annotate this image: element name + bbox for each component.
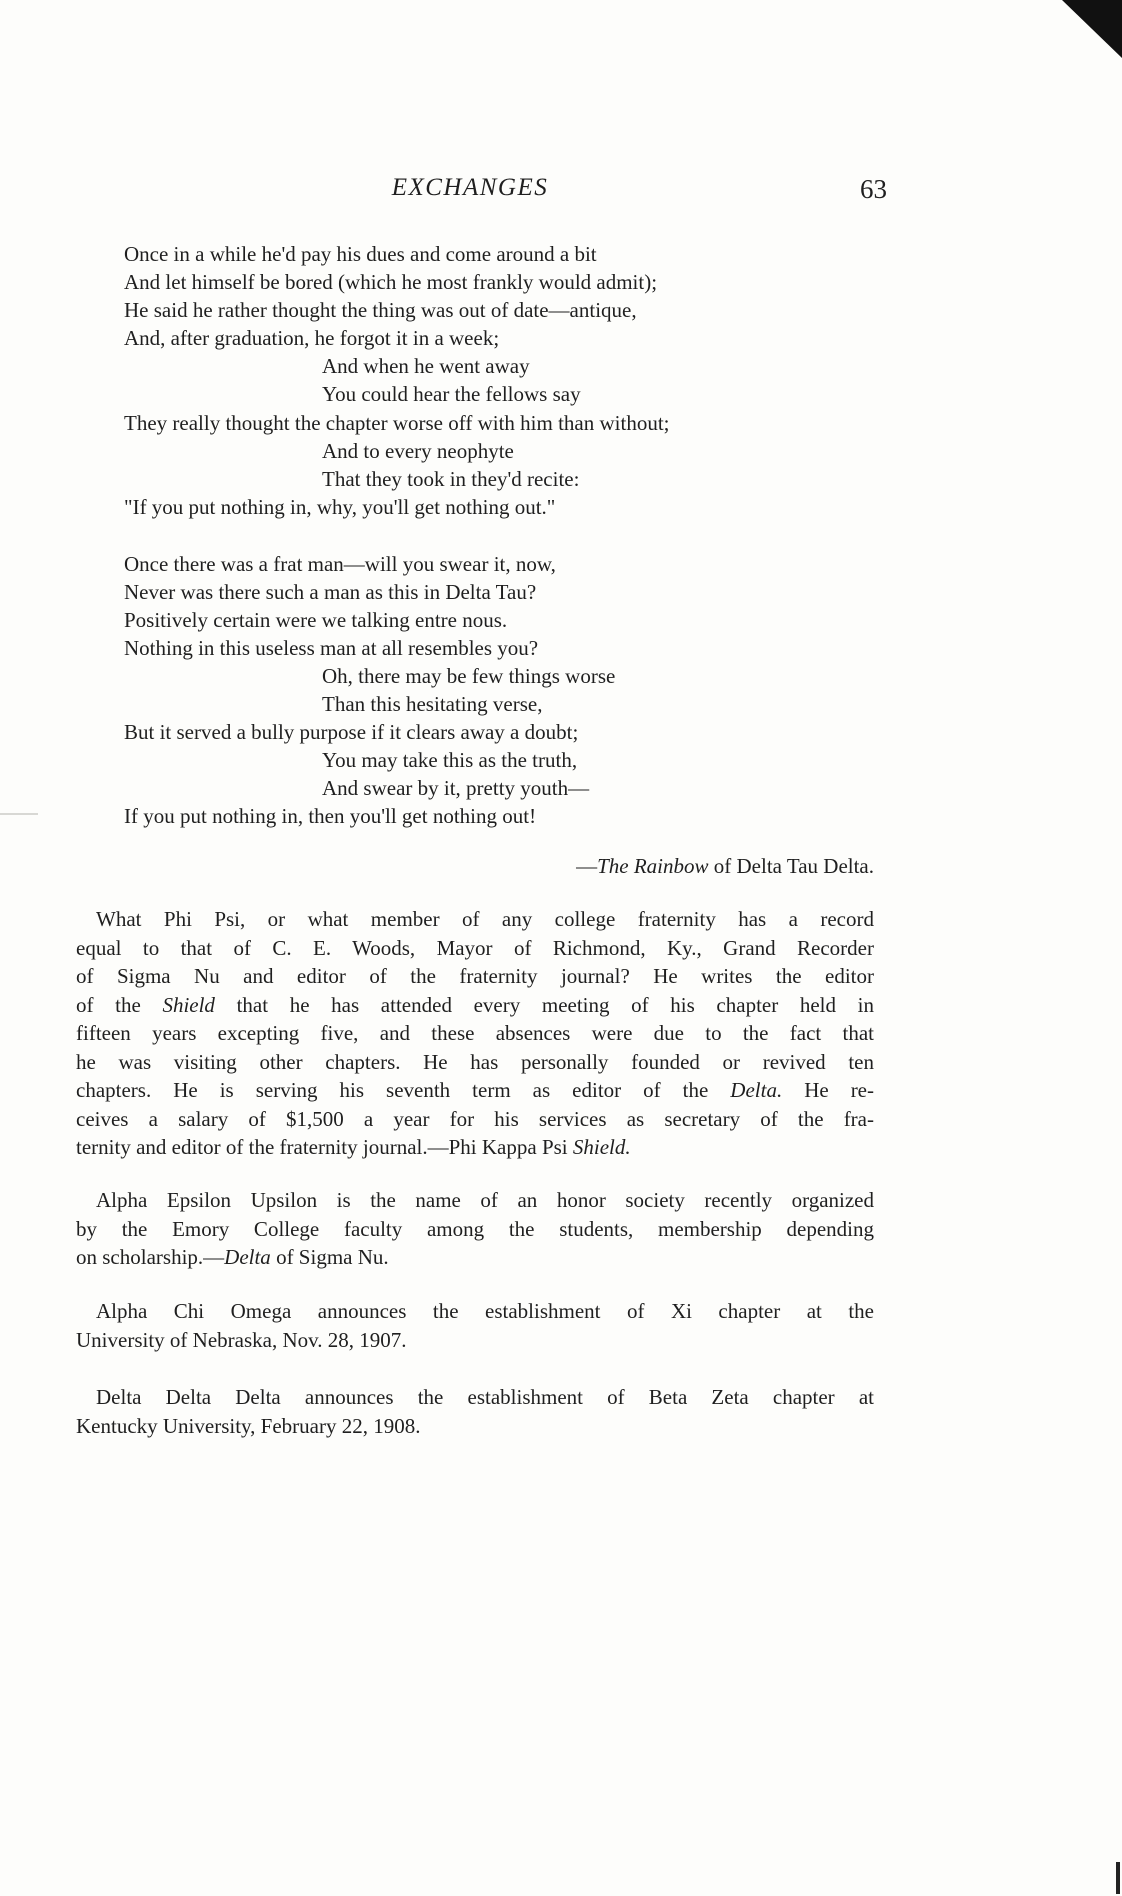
paragraph-line: Alpha Chi Omega announces the establishment of Xi chapter at the	[96, 1299, 874, 1323]
paragraph-line: he was visiting other chapters. He has personally founded or revived ten	[76, 1049, 874, 1074]
paragraph-line: Kentucky University, February 22, 1908.	[76, 1413, 421, 1438]
paragraph-woods	[76, 905, 874, 1162]
attribution-dash: —	[576, 854, 598, 878]
text-run: ternity and editor of the fraternity journal.—Phi Kappa Psi	[76, 1135, 573, 1159]
paragraph-line: Delta Delta Delta announces the establishment of Beta Zeta chapter at	[96, 1385, 874, 1409]
journal-title-delta: Delta	[224, 1245, 271, 1269]
page-corner-shadow	[1042, 0, 1122, 70]
poem-line: Never was there such a man as this in Delta Tau?	[124, 580, 537, 604]
poem-line: "If you put nothing in, why, you'll get nothing out."	[124, 495, 556, 519]
journal-title-shield: Shield	[162, 992, 215, 1017]
poem-line: And, after graduation, he forgot it in a week;	[124, 326, 500, 350]
paragraph-line: by the Emory College faculty among the students, membership depending	[76, 1216, 874, 1241]
poem-line: You could hear the fellows say	[322, 382, 581, 406]
paragraph-line	[76, 1133, 874, 1162]
poem-line: You may take this as the truth,	[322, 748, 578, 772]
paragraph-line: ceives a salary of $1,500 a year for his services as secretary of the fra-	[76, 1106, 874, 1131]
journal-title-delta: Delta.	[730, 1078, 783, 1102]
poem-line: They really thought the chapter worse off with him than without;	[124, 411, 670, 435]
paragraph-line	[76, 1243, 874, 1272]
poem-line: Nothing in this useless man at all resembles you?	[124, 636, 539, 660]
paragraph-line: of Sigma Nu and editor of the fraternity journal? He writes the editor	[76, 964, 874, 988]
attribution-source: The Rainbow	[597, 854, 709, 878]
poem-line: He said he rather thought the thing was out of date—antique,	[124, 298, 637, 322]
poem-line: Once there was a frat man—will you swear it, now,	[124, 552, 556, 576]
attribution-rest: of Delta Tau Delta.	[708, 854, 874, 878]
paragraph-alpha-epsilon-upsilon	[76, 1186, 874, 1272]
poem-line: And let himself be bored (which he most frankly would admit);	[124, 270, 658, 294]
paragraph-line: University of Nebraska, Nov. 28, 1907.	[76, 1327, 407, 1352]
paragraph-line: What Phi Psi, or what member of any college fraternity has a record	[96, 907, 874, 931]
page-number: 63	[860, 174, 887, 204]
poem-attribution	[0, 852, 874, 880]
poem-line: That they took in they'd recite:	[322, 467, 580, 491]
poem-line: Positively certain were we talking entre nous.	[124, 608, 508, 632]
poem-line: But it served a bully purpose if it clears away a doubt;	[124, 720, 579, 744]
poem-line: And when he went away	[322, 354, 530, 378]
paragraph-line	[76, 1076, 874, 1105]
text-run: that he has attended every meeting of his chapter held in	[214, 992, 874, 1017]
margin-mark	[0, 813, 38, 815]
poem-line: Oh, there may be few things worse	[322, 664, 616, 688]
paragraph-line	[76, 991, 874, 1020]
page-edge-mark	[1102, 1856, 1122, 1896]
text-run: chapters. He is serving his seventh term as editor of the	[76, 1078, 731, 1102]
text-run: of the	[76, 992, 163, 1017]
poem-line: Once in a while he'd pay his dues and come around a bit	[124, 242, 597, 266]
running-header-title: EXCHANGES	[391, 174, 549, 201]
text-run: on scholarship.—	[76, 1245, 225, 1269]
paragraph-line: Alpha Epsilon Upsilon is the name of an honor society recently organized	[96, 1188, 874, 1212]
poem-line: Than this hesitating verse,	[322, 692, 543, 716]
poem-line: If you put nothing in, then you'll get nothing out!	[124, 804, 537, 828]
poem-line: And to every neophyte	[322, 439, 514, 463]
poem-line: And swear by it, pretty youth—	[322, 776, 590, 800]
paragraph-alpha-chi-omega	[76, 1297, 874, 1354]
journal-title-shield: Shield.	[572, 1135, 631, 1159]
text-run: of Sigma Nu.	[270, 1245, 389, 1269]
text-run: He re-	[782, 1078, 874, 1102]
paragraph-line: equal to that of C. E. Woods, Mayor of Richmond, Ky., Grand Recorder	[76, 935, 874, 960]
paragraph-line: fifteen years excepting five, and these absences were due to the fact that	[76, 1021, 874, 1045]
paragraph-delta-delta-delta	[76, 1383, 874, 1440]
